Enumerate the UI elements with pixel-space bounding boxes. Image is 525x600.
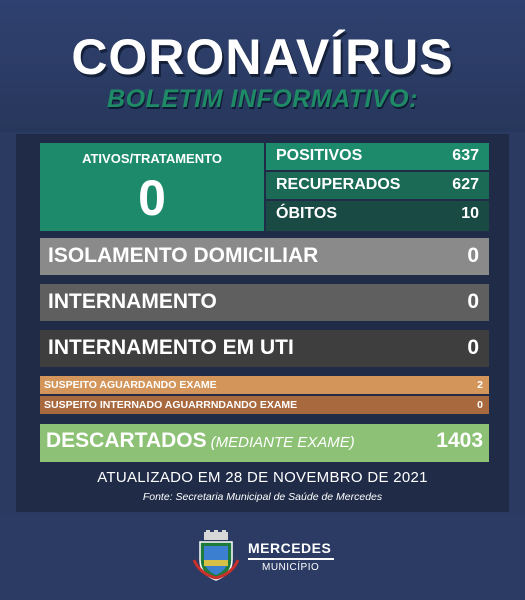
suspect-value: 2 bbox=[477, 379, 483, 391]
care-label: INTERNAMENTO bbox=[48, 290, 217, 313]
stat-value: 10 bbox=[461, 205, 479, 222]
brand-subtitle: MUNICÍPIO bbox=[262, 562, 320, 573]
discarded-label-text: DESCARTADOS bbox=[46, 429, 207, 452]
care-row-internamento bbox=[40, 284, 489, 321]
active-cases-box bbox=[40, 143, 264, 231]
stat-row-positivos bbox=[266, 143, 489, 170]
active-cases-value: 0 bbox=[138, 170, 166, 226]
care-value: 0 bbox=[467, 336, 479, 359]
suspect-label: SUSPEITO INTERNADO AGUARRNDANDO EXAME bbox=[44, 399, 298, 411]
care-row-uti bbox=[40, 330, 489, 367]
stat-value: 627 bbox=[452, 176, 479, 193]
stat-row-obitos bbox=[266, 201, 489, 231]
bulletin-title: CORONAVÍRUS bbox=[71, 29, 454, 85]
brand-name: MERCEDES bbox=[248, 540, 332, 556]
care-label: INTERNAMENTO EM UTI bbox=[48, 336, 294, 359]
care-label: ISOLAMENTO DOMICILIAR bbox=[48, 244, 319, 267]
active-cases-label: ATIVOS/TRATAMENTO bbox=[82, 151, 222, 166]
discarded-label bbox=[46, 429, 355, 453]
care-row-isolamento bbox=[40, 238, 489, 275]
stat-label: POSITIVOS bbox=[276, 147, 363, 164]
source-note: Fonte: Secretaria Municipal de Saúde de Mercedes bbox=[142, 491, 383, 503]
brand-divider bbox=[248, 558, 334, 560]
updated-date: ATUALIZADO EM 28 DE NOVEMBRO DE 2021 bbox=[97, 469, 428, 486]
suspect-label: SUSPEITO AGUARDANDO EXAME bbox=[44, 379, 217, 391]
suspect-row-hospitalized bbox=[40, 396, 489, 414]
discarded-note: (MEDIANTE EXAME) bbox=[210, 434, 355, 451]
stat-value: 637 bbox=[452, 147, 479, 164]
discarded-row bbox=[40, 424, 489, 462]
suspect-row-awaiting bbox=[40, 376, 489, 394]
bulletin-subtitle: BOLETIM INFORMATIVO: bbox=[107, 85, 418, 113]
municipal-crest-icon bbox=[190, 530, 242, 582]
suspect-value: 0 bbox=[477, 399, 483, 411]
stat-label: RECUPERADOS bbox=[276, 176, 401, 193]
care-value: 0 bbox=[467, 290, 479, 313]
care-value: 0 bbox=[467, 244, 479, 267]
stat-row-recuperados bbox=[266, 172, 489, 199]
stat-label: ÓBITOS bbox=[276, 205, 338, 222]
discarded-value: 1403 bbox=[436, 429, 483, 452]
